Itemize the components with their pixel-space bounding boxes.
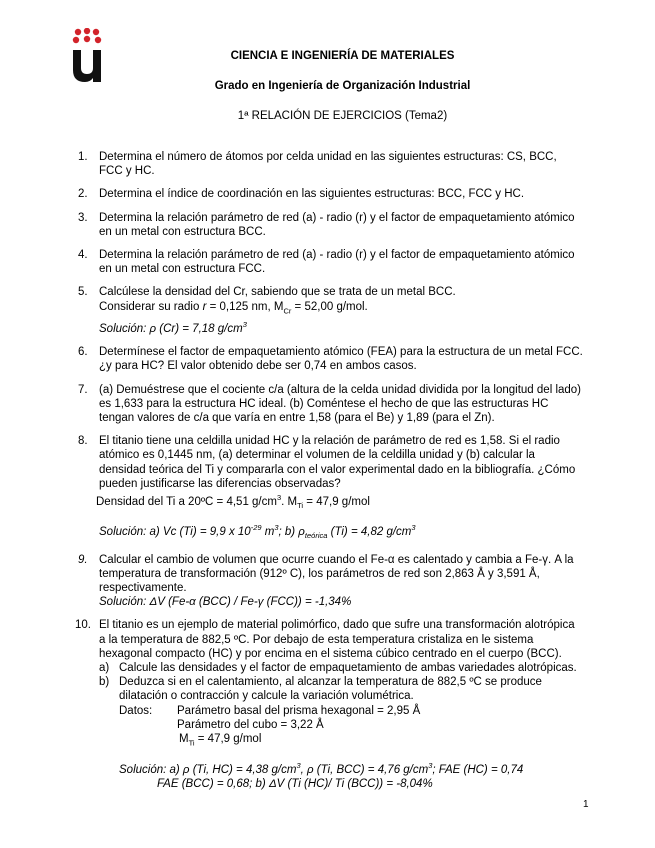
relation-title: 1ª RELACIÓN DE EJERCICIOS (Tema2) [237, 110, 448, 122]
exercise-10: 10. El titanio es un ejemplo de material polimórfico, dado que sufre una transformación alotrópica a la temperatura de 882,5 ºC. Por debajo de esta temperatura cristaliza en le sistema hexagonal compacto (HC) y por encima en el sistema cúbico centrado en el cuerpo (BCC). a) Calcule las densidades y el factor de empaquetamiento de ambas variedades alotrópicas. b) Deduzca si en el calentamiento, al alcanzar la temperatura de 882,5 ºC se produce dilatación o contracción y calcule la variación volumétrica. Datos: Parámetro basal del prisma hexagonal = 2,95 Å Parámetro del cubo = 3,22 Å $M_{Ti} = 47,9$ g/mol Solución: a) ρ (Ti, HC) = 4,38 $g/cm^3$, ρ (Ti, BCC) = 4,76 $g/cm^3$; FAE (HC) = 0,74 FAE (BCC) = 0,68; b) ΔV (Ti (HC)/ Ti (BCC)) = -8,04% [78, 618, 594, 790]
exercise-list [75, 150, 594, 800]
exercise-5: 5. Calcúlese la densidad del Cr, sabiendo que se trata de un metal BCC. Considerar su radio r = 0,125 nm, $M_{Cr} = 52,00$ g/mol. Solución: ρ (Cr) = 7,18 $g/cm^3$ [78, 285, 594, 336]
solution-5: Solución: ρ (Cr) = 7,18 $g/cm^3$ [99, 320, 247, 335]
exercise-7: 7. (a) Demuéstrese que el cociente c/a (altura de la celda unidad dividida por la longitud del lado) es 1,633 para la estructura HC ideal. (b) Coméntese el hecho de que las estructuras HC tengan valores de c/a que varía en entre 1,58 (para el Be) y 1,89 (para el Zn). [78, 383, 582, 424]
degree-title: Grado en Ingeniería de Organización Industrial [214, 80, 471, 92]
exercise-2: 2. Determina el índice de coordinación en las siguientes estructuras: BCC, FCC y HC. [78, 188, 525, 201]
exercise-6: 6. Determínese el factor de empaquetamiento atómico (FEA) para la estructura de un metal FCC. ¿y para HC? El valor obtenido debe ser 0,74 en ambos casos. [78, 346, 583, 373]
exercise-1: 1. Determina el número de átomos por celda unidad en las siguientes estructuras: CS, BCC, FCC y HC. [78, 151, 557, 178]
exercise-8: 8. El titanio tiene una celdilla unidad HC y la relación de parámetro de red es 1,58. Si el radio atómico es 0,1445 nm, (a) determinar el volumen de la celdilla unidad y (b) calcular la densidad teórica del Ti y compararla con el valor experimental dado en la bibliografía. ¿Cómo pueden justificarse las diferencias observadas? Densidad del Ti a 20ºC = 4,51 $g/cm^3$. $M_{Ti} = 47,9$ g/mol Solución: a) Vc (Ti) = 9,9 x $10^{-29}$ $m^3$; b) $\rho_{teórica}$ (Ti) = 4,82 $g/cm^3$ [78, 434, 594, 543]
density-data: Densidad del Ti a 20ºC = 4,51 $g/cm^3$. $M_{Ti} = 47,9$ g/mol [96, 492, 370, 511]
page-number: 1 [583, 799, 589, 810]
solution-8: Solución: a) Vc (Ti) = 9,9 x $10^{-29}$ $m^3$; b) $\rho_{teórica}$ (Ti) = 4,82 $g/cm^3$ [99, 523, 416, 541]
solution-10-line-2: FAE (BCC) = 0,68; b) ΔV (Ti (HC)/ Ti (BCC)) = -8,04% [157, 777, 433, 790]
exercise-9: 9. Calcular el cambio de volumen que ocurre cuando el Fe-α es calentado y cambia a Fe-γ. A la temperatura de transformación (912º C), los parámetros de red son 2,863 Å y 3,591 Å, respectivamente. Solución: ΔV (Fe-α (BCC) / Fe-γ (FCC)) = -1,34% [78, 553, 594, 610]
crown-icon [73, 28, 101, 43]
solution-10-line-1: Solución: a) ρ (Ti, HC) = 4,38 $g/cm^3$, ρ (Ti, BCC) = 4,76 $g/cm^3$; FAE (HC) = 0,74 [119, 760, 524, 776]
exercise-10-part-a: a) Calcule las densidades y el factor de empaquetamiento de ambas variedades alotrópicas. [99, 662, 577, 675]
course-title: CIENCIA E INGENIERÍA DE MATERIALES [230, 50, 455, 62]
exercise-10-part-b: b) Deduzca si en el calentamiento, al alcanzar la temperatura de 882,5 ºC se produce dilatación o contracción y calcule la variación volumétrica. [99, 676, 542, 703]
exercise-10-data: Datos: Parámetro basal del prisma hexagonal = 2,95 Å Parámetro del cubo = 3,22 Å $M_{Ti} = 47,9$ g/mol [119, 704, 421, 748]
exercise-3: 3. Determina la relación parámetro de red (a) - radio (r) y el factor de empaquetamiento atómico en un metal con estructura BCC. [78, 211, 575, 238]
solution-9: Solución: ΔV (Fe-α (BCC) / Fe-γ (FCC)) = -1,34% [99, 596, 352, 609]
exercise-4: 4. Determina la relación parámetro de red (a) - radio (r) y el factor de empaquetamiento atómico en un metal con estructura FCC. [78, 249, 575, 276]
